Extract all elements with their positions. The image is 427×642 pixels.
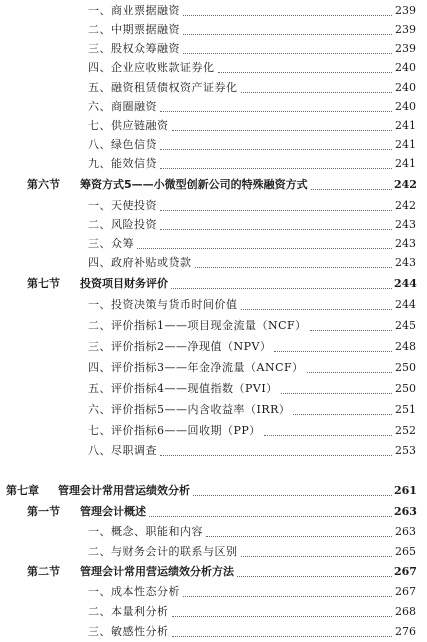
toc-entry-label: 九、能效信贷 [88,157,157,170]
toc-entry[interactable] [0,623,427,641]
toc-entry-label: 二、评价指标1——项目现金流量（NCF） [88,319,307,332]
page-number: 240 [395,100,416,113]
dot-leader [137,248,392,249]
toc-entry[interactable] [0,2,427,20]
dot-leader [160,455,392,456]
page-number: 250 [395,382,416,395]
section-number: 第七节 [27,277,60,290]
section-number: 第一节 [27,505,60,518]
toc-entry[interactable] [0,235,427,253]
dot-leader [160,229,392,230]
dot-leader [172,616,393,617]
dot-leader [311,189,392,190]
section-number: 第六节 [27,178,60,191]
toc-entry[interactable] [0,254,427,272]
toc-entry[interactable] [0,442,427,460]
page-number: 268 [395,605,416,618]
dot-leader [160,111,392,112]
toc-entry[interactable] [0,155,427,173]
toc-section[interactable] [0,275,427,293]
toc-entry-label: 一、天使投资 [88,199,157,212]
dot-leader [160,210,392,211]
toc-entry-label: 一、投资决策与货币时间价值 [88,298,238,311]
page-number: 239 [395,42,416,55]
dot-leader [310,330,392,331]
chapter-title: 管理会计常用营运绩效分析 [58,484,190,497]
dot-leader [241,556,393,557]
toc-entry-label: 五、融资租赁债权资产证券化 [88,81,238,94]
toc-entry[interactable] [0,401,427,419]
dot-leader [160,168,392,169]
section-title: 投资项目财务评价 [80,277,168,290]
toc-entry[interactable] [0,216,427,234]
section-number: 第二节 [27,565,60,578]
toc-entry[interactable] [0,59,427,77]
dot-leader [281,393,392,394]
dot-leader [172,636,393,637]
page-number: 243 [395,256,416,269]
toc-entry-label: 二、与财务会计的联系与区别 [88,545,238,558]
toc-entry-label: 一、商业票据融资 [88,4,180,17]
toc-section-heading [27,176,308,194]
toc-entry-label: 四、政府补贴或贷款 [88,256,192,269]
page-number: 263 [395,525,416,538]
page-number: 253 [395,444,416,457]
page-number: 244 [395,298,416,311]
dot-leader [241,309,393,310]
toc-entry-label: 六、评价指标5——内含收益率（IRR） [88,403,291,416]
section-title: 管理会计常用营运绩效分析方法 [80,565,234,578]
toc-entry[interactable] [0,79,427,97]
toc-entry-label: 三、评价指标2——净现值（NPV） [88,340,272,353]
page-number: 243 [395,218,416,231]
toc-entry[interactable] [0,380,427,398]
toc-entry-label: 四、评价指标3——年金净流量（ANCF） [88,361,304,374]
dot-leader [237,576,392,577]
toc-section[interactable] [0,176,427,194]
page-number: 261 [394,484,417,497]
toc-section[interactable] [0,503,427,521]
dot-leader [307,372,392,373]
dot-leader [195,267,393,268]
toc-section-heading [27,275,168,293]
toc-entry-label: 一、成本性态分析 [88,585,180,598]
page-number: 245 [395,319,416,332]
dot-leader [183,34,392,35]
page-number: 267 [395,585,416,598]
section-title: 筹资方式5——小微型创新公司的特殊融资方式 [80,178,308,191]
page-number: 252 [395,424,416,437]
dot-leader [206,536,392,537]
page-number: 240 [395,61,416,74]
dot-leader [183,15,392,16]
toc-entry[interactable] [0,338,427,356]
page-number: 267 [394,565,417,578]
toc-chapter-heading [6,482,190,500]
toc-entry-label: 六、商圈融资 [88,100,157,113]
toc-entry[interactable] [0,117,427,135]
chapter-number: 第七章 [6,484,39,497]
toc-entry[interactable] [0,296,427,314]
toc-entry[interactable] [0,422,427,440]
toc-entry-label: 七、评价指标6——回收期（PP） [88,424,261,437]
dot-leader [241,92,393,93]
dot-leader [160,149,392,150]
toc-entry-label: 四、企业应收账款证券化 [88,61,215,74]
page-number: 239 [395,23,416,36]
page-number: 276 [395,625,416,638]
toc-entry[interactable] [0,359,427,377]
toc-entry-label: 八、尽职调查 [88,444,157,457]
toc-entry[interactable] [0,543,427,561]
page-number: 240 [395,81,416,94]
dot-leader [183,53,392,54]
toc-section[interactable] [0,563,427,581]
toc-entry[interactable] [0,583,427,601]
dot-leader [193,495,392,496]
toc-entry[interactable] [0,523,427,541]
page-number: 244 [394,277,417,290]
toc-entry-label: 三、敏感性分析 [88,625,169,638]
toc-section-heading [27,563,234,581]
toc-entry-label: 七、供应链融资 [88,119,169,132]
toc-section-heading [27,503,146,521]
dot-leader [218,72,393,73]
toc-entry-label: 二、本量利分析 [88,605,169,618]
toc-entry-label: 二、风险投资 [88,218,157,231]
toc-entry-label: 八、绿色信贷 [88,138,157,151]
toc-entry[interactable] [0,21,427,39]
dot-leader [171,288,392,289]
toc-entry[interactable] [0,40,427,58]
section-title: 管理会计概述 [80,505,146,518]
toc-entry-label: 五、评价指标4——现值指数（PVI） [88,382,278,395]
toc-entry-label: 二、中期票据融资 [88,23,180,36]
toc-entry[interactable] [0,136,427,154]
page-number: 263 [394,505,417,518]
page-number: 248 [395,340,416,353]
dot-leader [149,516,392,517]
page-number: 241 [395,138,416,151]
page-number: 241 [395,157,416,170]
page-number: 250 [395,361,416,374]
page-number: 243 [395,237,416,250]
dot-leader [293,414,392,415]
toc-entry-label: 三、众筹 [88,237,134,250]
toc-entry[interactable] [0,317,427,335]
page-number: 239 [395,4,416,17]
page-number: 242 [394,178,417,191]
page-number: 242 [395,199,416,212]
toc-entry[interactable] [0,197,427,215]
page-number: 251 [395,403,416,416]
dot-leader [264,435,392,436]
dot-leader [172,130,393,131]
toc-entry[interactable] [0,603,427,621]
toc-entry-label: 一、概念、职能和内容 [88,525,203,538]
toc-entry[interactable] [0,98,427,116]
dot-leader [183,596,392,597]
page-number: 265 [395,545,416,558]
page-number: 241 [395,119,416,132]
toc-chapter[interactable] [0,482,427,500]
dot-leader [274,351,392,352]
toc-entry-label: 三、股权众筹融资 [88,42,180,55]
